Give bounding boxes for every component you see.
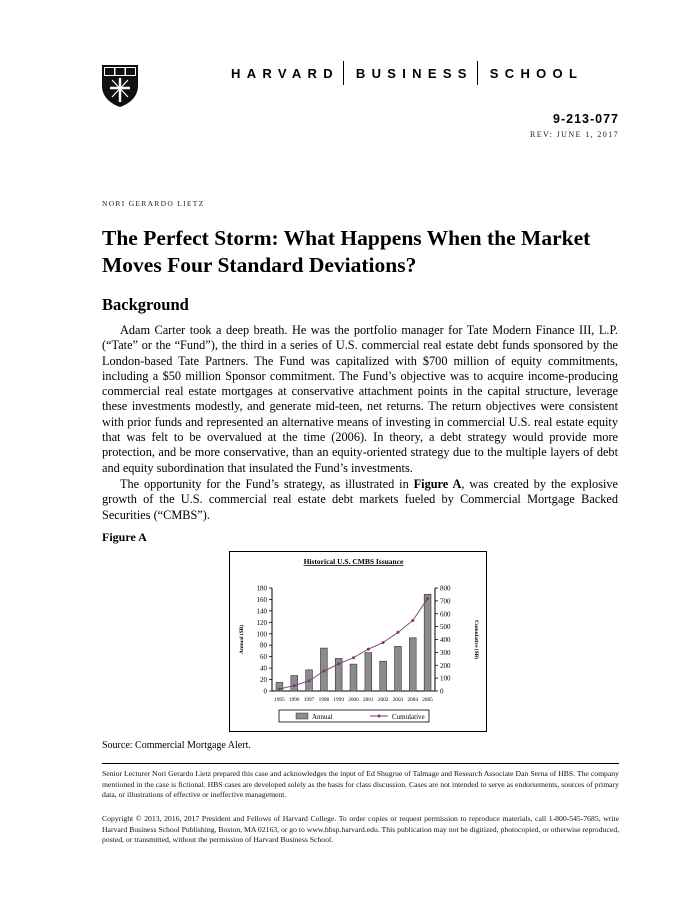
point-cumulative-1995	[278, 688, 281, 691]
bar-annual-2003	[395, 646, 402, 691]
legend-swatch-annual	[296, 713, 308, 719]
left-axis-tick-label: 60	[260, 653, 267, 662]
figure-reference: Figure A	[413, 477, 462, 491]
right-axis-tick-label: 200	[440, 661, 451, 670]
footnote-divider	[102, 763, 619, 764]
x-axis-tick-label: 2005	[422, 697, 433, 703]
bar-annual-2000	[350, 664, 357, 691]
x-axis-tick-label: 2002	[377, 697, 389, 703]
left-axis-tick-label: 120	[256, 618, 267, 627]
point-cumulative-1997	[308, 679, 311, 682]
right-axis-tick-label: 300	[440, 648, 451, 657]
right-axis-tick-label: 700	[440, 597, 451, 606]
figure-source: Source: Commercial Mortgage Alert.	[102, 740, 251, 751]
figure-label: Figure A	[102, 530, 147, 544]
bar-annual-1996	[291, 676, 298, 691]
wordmark-divider	[343, 61, 344, 85]
legend-label-cumulative: Cumulative	[392, 713, 425, 721]
revision-date: REV: JUNE 1, 2017	[530, 130, 619, 139]
x-axis-tick-label: 2000	[348, 697, 359, 703]
right-axis-tick-label: 100	[440, 674, 451, 683]
point-cumulative-2003	[396, 631, 399, 634]
school-wordmark	[231, 62, 621, 84]
right-axis-tick-label: 0	[440, 687, 444, 696]
bar-annual-2002	[380, 661, 387, 691]
left-axis-tick-label: 20	[260, 676, 267, 685]
x-axis-tick-label: 2001	[363, 697, 374, 703]
right-axis-tick-label: 800	[440, 584, 451, 593]
paragraph-2-text: , was created by the explosive growth of the U.S. commercial real estate debt markets fueled by Commercial Mortgage Backed Securities (“CMBS”).	[102, 477, 618, 522]
section-heading: Background	[102, 295, 189, 314]
case-number: 9-213-077	[553, 112, 619, 126]
wordmark-school: SCHOOL	[489, 65, 584, 81]
right-axis-tick-label: 400	[440, 636, 451, 644]
chart-canvas	[230, 552, 486, 731]
point-cumulative-2001	[367, 648, 370, 651]
bar-annual-2004	[409, 638, 416, 691]
left-axis-tick-label: 140	[256, 607, 267, 616]
author-name: NORI GERARDO LIETZ	[102, 199, 205, 208]
point-cumulative-2000	[352, 656, 355, 659]
left-axis-tick-label: 160	[256, 595, 267, 604]
point-cumulative-2002	[382, 641, 385, 644]
wordmark-divider	[477, 61, 478, 85]
bar-annual-2001	[365, 653, 372, 691]
left-axis-tick-label: 40	[260, 664, 267, 673]
legend-label-annual: Annual	[312, 713, 333, 721]
x-axis-tick-label: 1995	[274, 697, 285, 703]
x-axis-tick-label: 2004	[407, 697, 419, 703]
x-axis-tick-label: 1999	[333, 697, 344, 703]
point-cumulative-1999	[337, 662, 340, 665]
chart-title: Historical U.S. CMBS Issuance	[303, 557, 404, 566]
bar-annual-2005	[424, 594, 431, 691]
left-axis-label: Annual ($B)	[239, 625, 245, 654]
footnote-author: Senior Lecturer Nori Gerardo Lietz prepared this case and acknowledges the input of Ed Shugrue of Talmage and Research Associate Dan Serna of HBS. The company mentioned in the case is fictional. HBS cases are developed solely as the basis for class discussion. Cases are not intended to serve as endorsements, sources of primary data, or illustrations of effective or ineffective management.	[102, 769, 619, 800]
right-axis-tick-label: 600	[440, 610, 451, 619]
point-cumulative-2005	[426, 597, 429, 600]
figure-a-chart	[229, 551, 487, 732]
hbs-shield-logo	[101, 64, 139, 108]
right-axis-label: Cumulative ($B)	[473, 620, 479, 659]
wordmark-harvard: HARVARD	[231, 65, 339, 81]
paragraph-1: Adam Carter took a deep breath. He was the portfolio manager for Tate Modern Finance III, L.P. (“Tate” or the “Fund”), the third in a series of U.S. commercial real estate debt funds sponsored by the London-based Tate Partners. The Fund was capitalized with $700 million of equity commitments, including a $50 million Sponsor commitment. The Fund’s objective was to acquire income-producing commercial real estate mortgages at conservative attachment points in the capital structure, leverage these investments modestly, and generate mid-teen, net returns. The return objectives were consistent with prior funds and represented an alternative means of investing in commercial U.S. real estate equity that was felt to be overvalued at the time (2006). In theory, a debt strategy would provide more protection, and be more conservative, than an equity-oriented strategy due to the multiple layers of debt and equity subordination that insulated the Fund’s investments.	[102, 323, 618, 475]
x-axis-tick-label: 1997	[303, 697, 315, 703]
x-axis-tick-label: 2003	[392, 697, 404, 703]
wordmark-business: BUSINESS	[355, 65, 473, 81]
x-axis-tick-label: 1998	[318, 697, 330, 703]
left-axis-tick-label: 100	[256, 630, 267, 639]
case-title: The Perfect Storm: What Happens When the Market Moves Four Standard Deviations?	[102, 226, 591, 277]
left-axis-tick-label: 0	[263, 687, 267, 696]
right-axis-tick-label: 500	[440, 623, 451, 632]
point-cumulative-1996	[293, 684, 296, 687]
point-cumulative-2004	[411, 619, 414, 622]
point-cumulative-1998	[322, 670, 325, 673]
paragraph-2	[102, 477, 618, 523]
x-axis-tick-label: 1996	[288, 697, 300, 703]
footnote-copyright: Copyright © 2013, 2016, 2017 President and Fellows of Harvard College. To order copies or request permission to reproduce materials, call 1-800-545-7685, write Harvard Business School Publishing, Boston, MA 02163, or go to www.hbsp.harvard.edu. This publication may not be digitized, photocopied, or otherwise reproduced, posted, or transmitted, without the permission of Harvard Business School.	[102, 814, 619, 845]
legend-swatch-cumulative-marker	[378, 715, 381, 718]
paragraph-2-text: The opportunity for the Fund’s strategy, as illustrated in	[120, 477, 414, 491]
left-axis-tick-label: 180	[256, 584, 267, 593]
left-axis-tick-label: 80	[260, 641, 267, 650]
